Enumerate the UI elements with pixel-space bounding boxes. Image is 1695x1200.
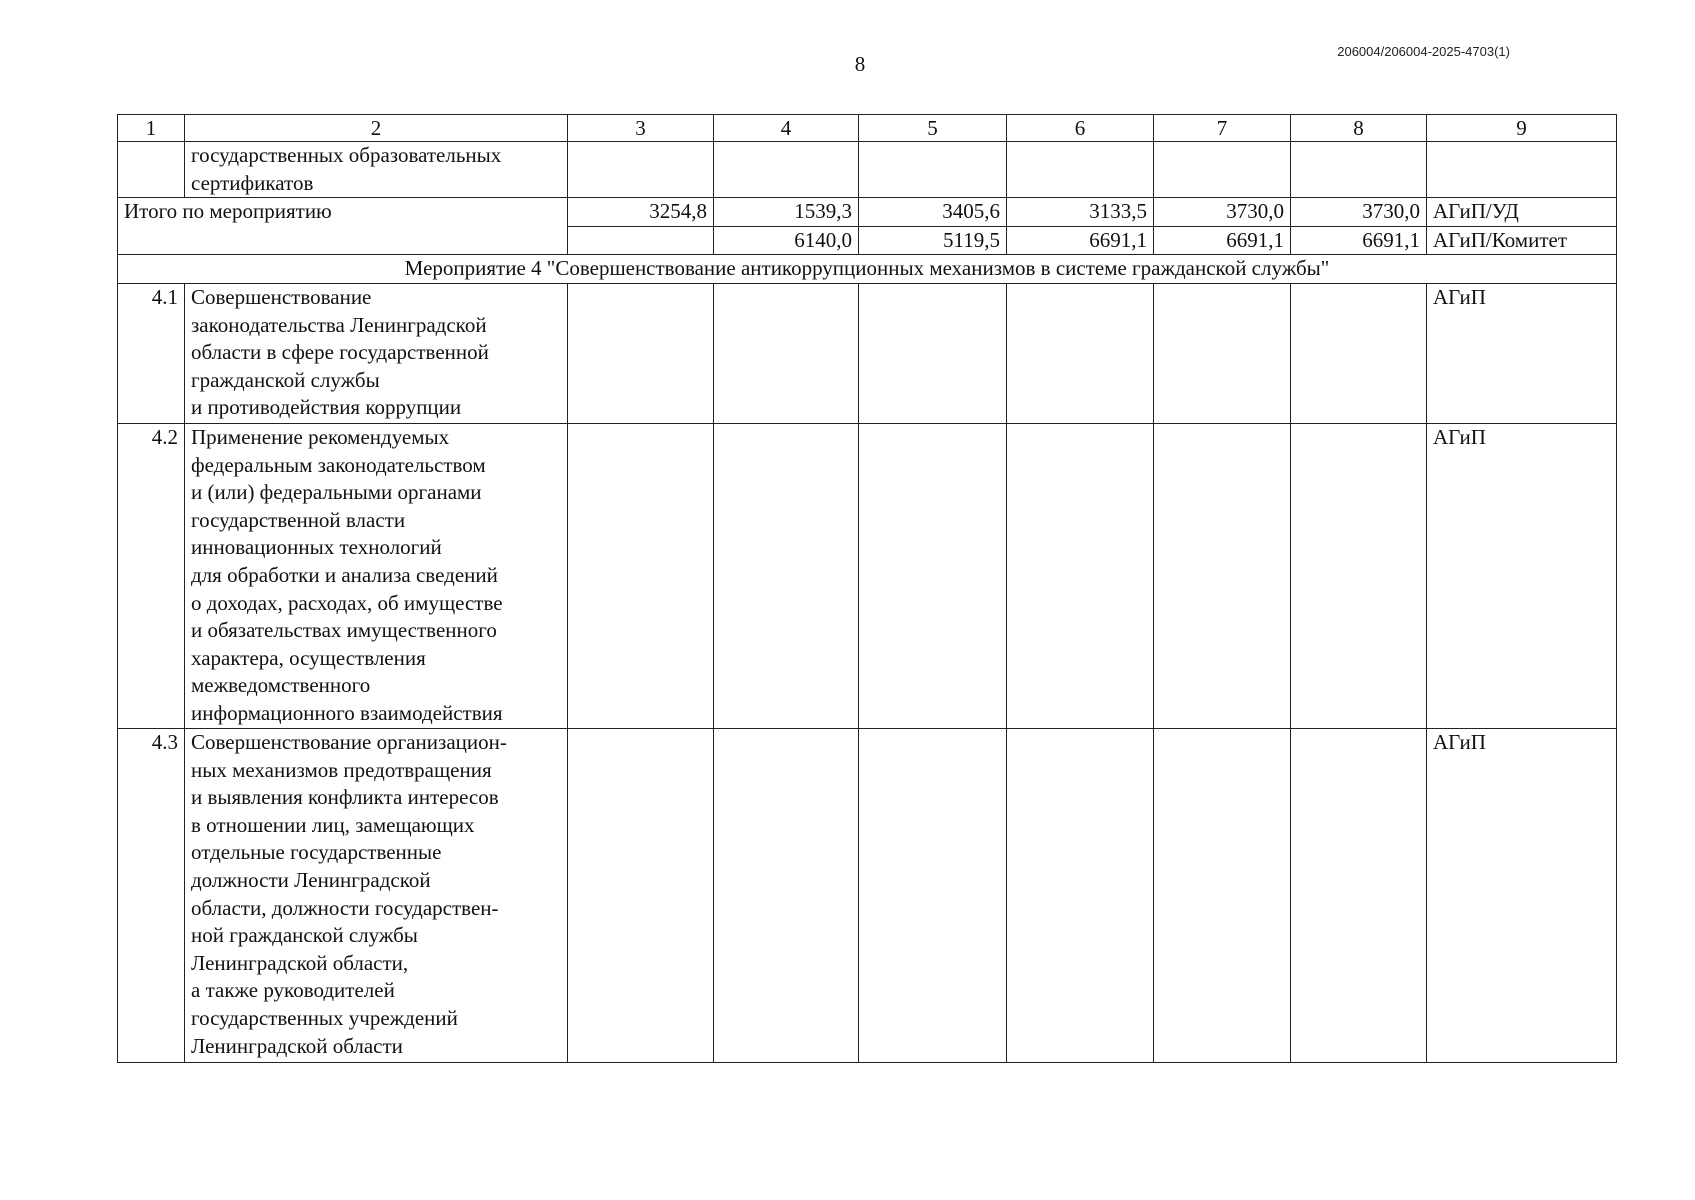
column-number-row	[118, 115, 1617, 142]
total-value: 1539,3	[714, 198, 859, 227]
item-text: Совершенствование законодательства Ленинградской области в сфере государственной гражданской службы и противодействия коррупции	[185, 283, 568, 423]
item-number: 4.1	[118, 283, 185, 423]
column-number: 5	[859, 115, 1007, 142]
total-value: 6691,1	[1007, 226, 1154, 255]
total-value: 3133,5	[1007, 198, 1154, 227]
column-number: 3	[568, 115, 714, 142]
item-text: Совершенствование организацион- ных механизмов предотвращения и выявления конфликта интересов в отношении лиц, замещающих отдельные государственные должности Ленинградской области, должности государствен- ной гражданской службы Ленинградской области, а также руководителей государственных учреждений Ленинградской области	[185, 728, 568, 1062]
column-number: 2	[185, 115, 568, 142]
table-row	[118, 728, 1617, 1062]
total-executor: АГиП/Комитет	[1427, 226, 1617, 255]
column-number: 6	[1007, 115, 1154, 142]
column-number: 9	[1427, 115, 1617, 142]
continued-row	[118, 142, 1617, 198]
item-text: Применение рекомендуемых федеральным законодательством и (или) федеральными органами государственной власти инновационных технологий для обработки и анализа сведений о доходах, расходах, об имуществе и обязательствах имущественного характера, осуществления межведомственного информационного взаимодействия	[185, 423, 568, 728]
item-number: 4.3	[118, 728, 185, 1062]
total-value	[568, 226, 714, 255]
section-row	[118, 255, 1617, 284]
total-value: 3730,0	[1291, 198, 1427, 227]
document-id: 206004/206004-2025-4703(1)	[1337, 44, 1510, 59]
continued-text: государственных образовательных сертификатов	[185, 142, 568, 198]
total-value: 6691,1	[1291, 226, 1427, 255]
item-number: 4.2	[118, 423, 185, 728]
total-label: Итого по мероприятию	[118, 198, 568, 255]
table-row	[118, 423, 1617, 728]
total-value: 3254,8	[568, 198, 714, 227]
total-value: 5119,5	[859, 226, 1007, 255]
total-value: 6140,0	[714, 226, 859, 255]
item-executor: АГиП	[1427, 728, 1617, 1062]
column-number: 4	[714, 115, 859, 142]
program-table	[117, 114, 1617, 1063]
total-value: 3405,6	[859, 198, 1007, 227]
total-executor: АГиП/УД	[1427, 198, 1617, 227]
total-value: 6691,1	[1154, 226, 1291, 255]
total-value: 3730,0	[1154, 198, 1291, 227]
page-number: 8	[854, 52, 866, 76]
item-executor: АГиП	[1427, 423, 1617, 728]
column-number: 7	[1154, 115, 1291, 142]
total-row	[118, 198, 1617, 227]
section-title: Мероприятие 4 "Совершенствование антикоррупционных механизмов в системе гражданской службы"	[118, 255, 1617, 284]
table-row	[118, 283, 1617, 423]
column-number: 8	[1291, 115, 1427, 142]
item-executor: АГиП	[1427, 283, 1617, 423]
column-number: 1	[118, 115, 185, 142]
